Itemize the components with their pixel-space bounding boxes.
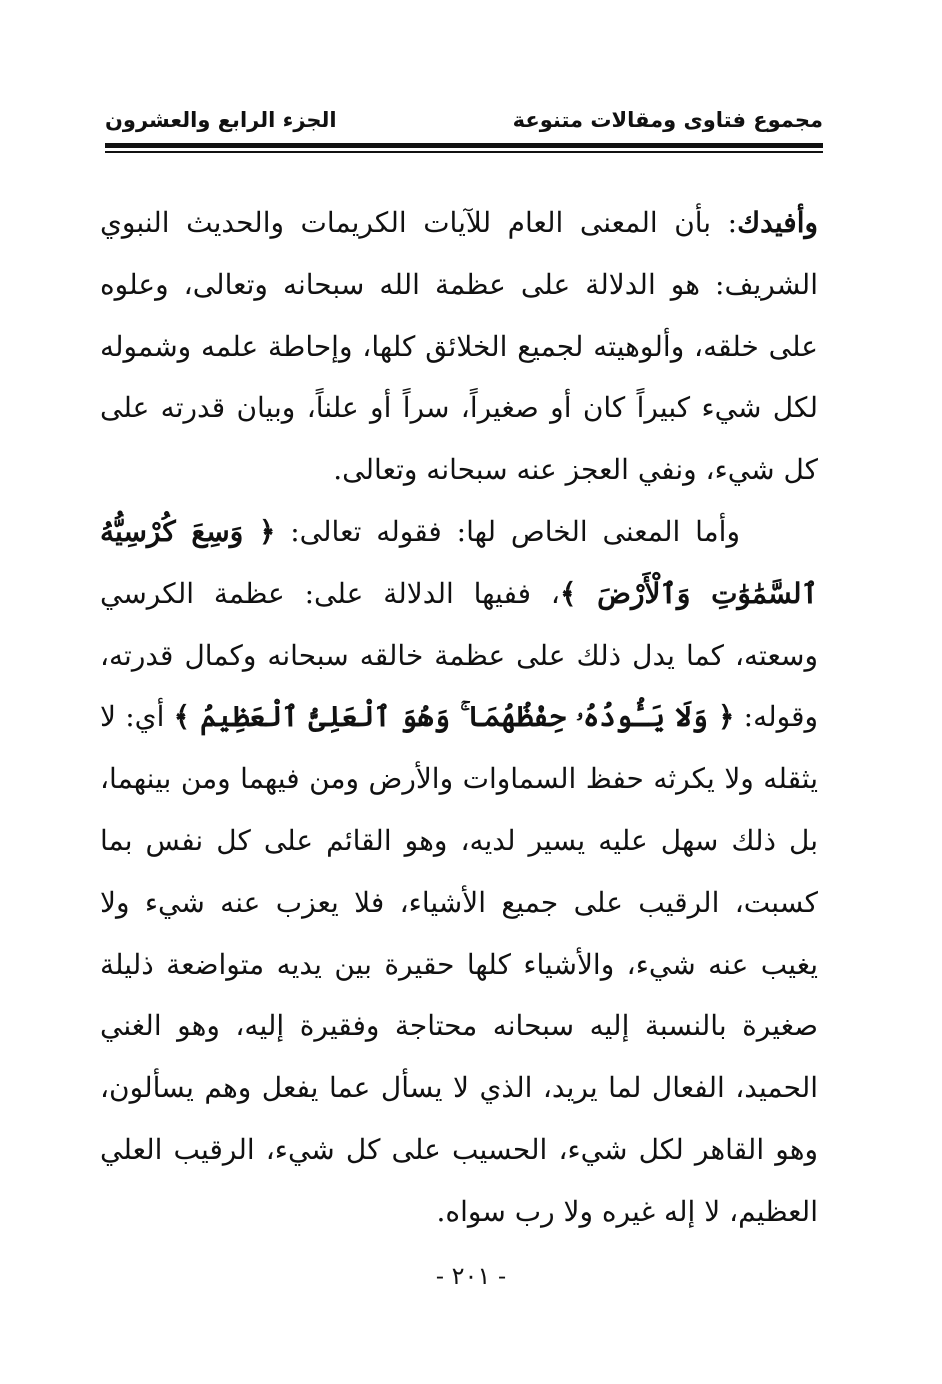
- quran-verse-2: ﴿ وَلَا يَـُٔودُهُۥ حِفْظُهُمَا ۚ وَهُوَ ٱلْعَلِىُّ ٱلْعَظِيمُ ﴾: [173, 700, 735, 734]
- paragraph-2-middle: ، ففيها الدلالة على: عظمة الكرسي وسعته، كما يدل ذلك على عظمة خالقه سبحانه وكمال قدرته، وقوله:: [100, 576, 818, 734]
- page-number: - ٢٠١ -: [435, 1262, 507, 1290]
- paragraph-2-end: أي: لا يثقله ولا يكرثه حفظ السماوات والأرض ومن فيهما ومن بينهما، بل ذلك سهل عليه يسير لديه، وهو القائم على كل نفس بما كسبت، الرقيب على جميع الأشياء، فلا يعزب عنه شيء ولا يغيب عنه شيء، والأشياء كلها حقيرة بين يديه متواضعة ذليلة صغيرة بالنسبة إليه سبحانه محتاجة وفقيرة إليه، وهو الغني الحميد، الفعال لما يريد، الذي لا يسأل عما يفعل وهم يسألون، وهو القاهر لكل شيء، الحسيب على كل شيء، الرقيب العلي العظيم، لا إله غيره ولا رب سواه.: [100, 700, 819, 1228]
- header-rule-thick: [105, 143, 823, 148]
- paragraph-lead-word: وأفيدك: [737, 206, 818, 239]
- running-header: [105, 108, 823, 138]
- paragraph-2: [100, 501, 818, 1243]
- paragraph-1: [100, 192, 818, 501]
- header-rule-thin: [105, 151, 823, 153]
- paragraph-2-intro: وأما المعنى الخاص لها: فقوله تعالى:: [275, 514, 740, 548]
- quran-verse-1: ﴿ وَسِعَ كُرْسِيُّهُ ٱلسَّمَٰوَٰتِ وَٱلْأَرْضَ ﴾: [100, 514, 818, 610]
- book-title: مجموع فتاوى ومقالات متنوعة: [512, 108, 823, 132]
- volume-label: الجزء الرابع والعشرون: [105, 108, 337, 132]
- main-text: [100, 192, 818, 1243]
- paragraph-1-text: : بأن المعنى العام للآيات الكريمات والحديث النبوي الشريف: هو الدلالة على عظمة الله سبحانه وتعالى، وعلوه على خلقه، وألوهيته لجميع الخلائق كلها، وإحاطة علمه وشموله لكل شيء كبيراً كان أو صغيراً، سراً أو علناً، وبيان قدرته على كل شيء، ونفي العجز عنه سبحانه وتعالى.: [100, 206, 818, 487]
